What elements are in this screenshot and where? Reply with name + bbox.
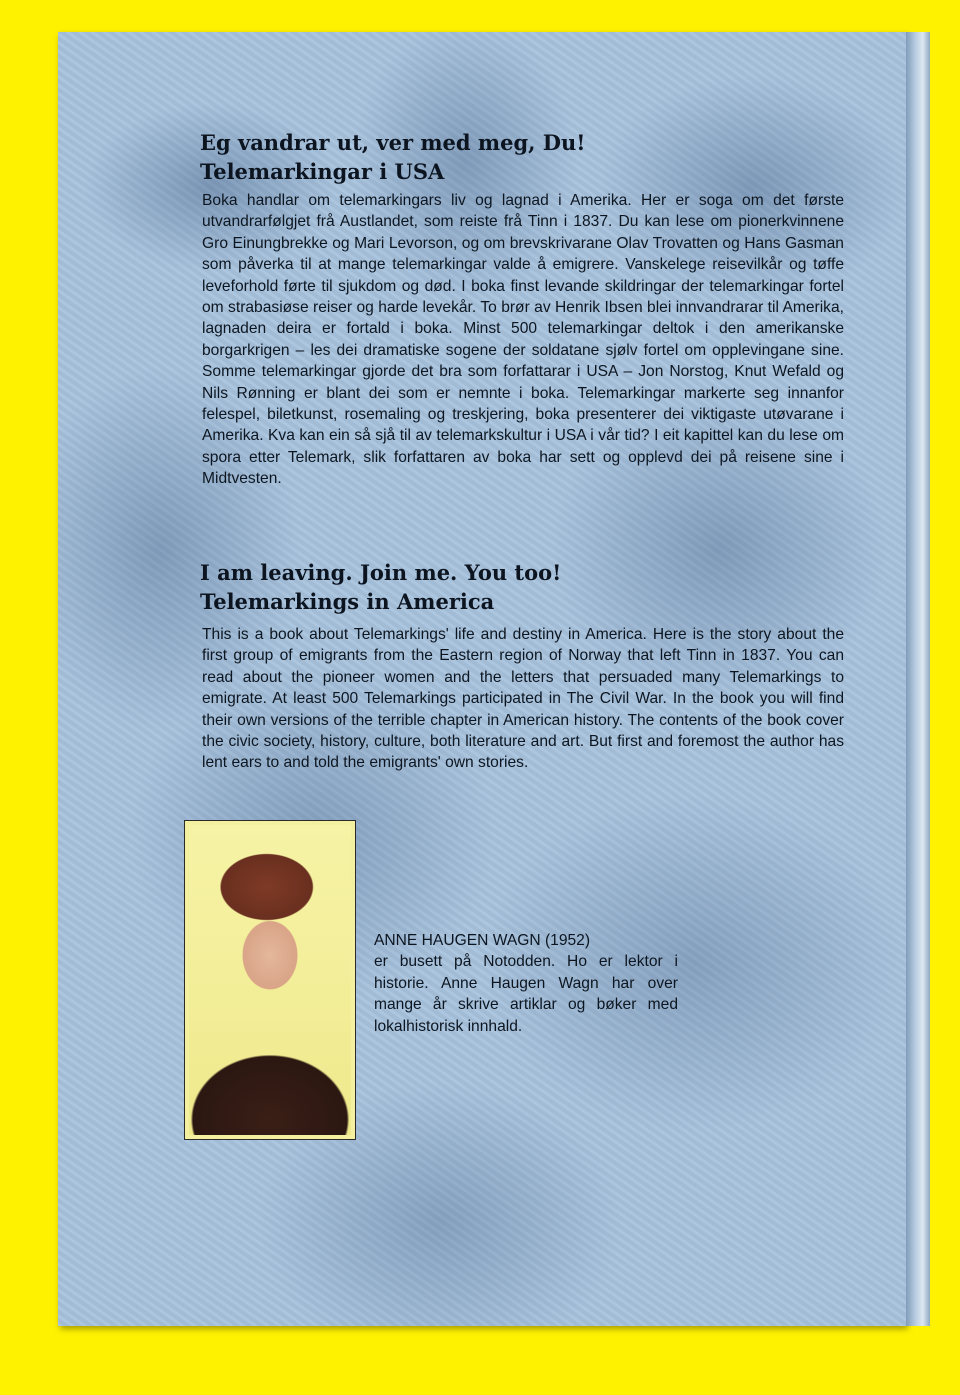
english-heading-line1: I am leaving. Join me. You too! bbox=[200, 560, 562, 585]
norwegian-heading-line1: Eg vandrar ut, ver med meg, Du! bbox=[200, 130, 586, 155]
author-name: ANNE HAUGEN WAGN (1952) bbox=[374, 932, 591, 949]
english-heading bbox=[200, 558, 561, 616]
english-blurb: This is a book about Telemarkings' life and destiny in America. Here is the story about the first group of emigrants from the Eastern region of Norway that left Tinn in 1837. You can read about the pioneer women and the letters that persuaded many Telemarkings to emigrate. At least 500 Telemarkings participated in The Civil War. In the book you will find their own versions of the terrible chapter in American history. The contents of the book cover the civic society, history, culture, both literature and art. But first and foremost the author has lent ears to and told the emigrants' own stories. bbox=[202, 626, 844, 772]
norwegian-heading-line2: Telemarkingar i USA bbox=[200, 159, 445, 184]
author-bio bbox=[374, 930, 678, 1037]
english-heading-line2: Telemarkings in America bbox=[200, 589, 495, 614]
author-bio-text: er busett på Notodden. Ho er lektor i historie. Anne Haugen Wagn har over mange år skrive artiklar og bøker med lokalhistorisk innhald. bbox=[374, 953, 678, 1035]
author-photo bbox=[189, 825, 351, 1135]
norwegian-heading bbox=[200, 128, 586, 186]
norwegian-blurb: Boka handlar om telemarkingars liv og lagnad i Amerika. Her er soga om det første utvandrarfølgjet frå Austlandet, som reiste frå Tinn i 1837. Du kan lese om pionerkvinnene Gro Einungbrekke og Mari Levorson, og om brevskrivarane Olav Trovatten og Hans Gasman som påverka til at mange telemarkingar valde å emigrere. Vanskelege reisevilkår og tøffe leveforhold førte til sjukdom og død. I boka finst levande skildringar der telemarkingar fortel om strabasiøse reiser og harde levekår. To brør av Henrik Ibsen blei innvandrarar til Amerika, lagnaden deira er fortald i boka. Minst 500 telemarkingar deltok i den amerikanske borgarkrigen – les dei dramatiske sogene der soldatane sjølv fortel om opplevingane sine. Somme telemarkingar gjorde det bra som forfattarar i USA – Jon Norstog, Knut Wefald og Nils Rønning er blant dei som er nemnte i boka. Telemarkingar markerte seg innanfor felespel, biletkunst, rosemaling og treskjering, boka presenterer dei viktigaste utøvarane i Amerika. Kva kan ein så sjå til av telemarkskultur i USA i vår tid? I eit kapittel kan du lese om spora etter Telemark, slik forfattaren av boka har sett og opplevd dei på reisene sine i Midtvesten. bbox=[202, 192, 844, 488]
author-photo-frame bbox=[184, 820, 356, 1140]
book-back-cover bbox=[58, 32, 906, 1326]
book-spine bbox=[906, 32, 930, 1326]
